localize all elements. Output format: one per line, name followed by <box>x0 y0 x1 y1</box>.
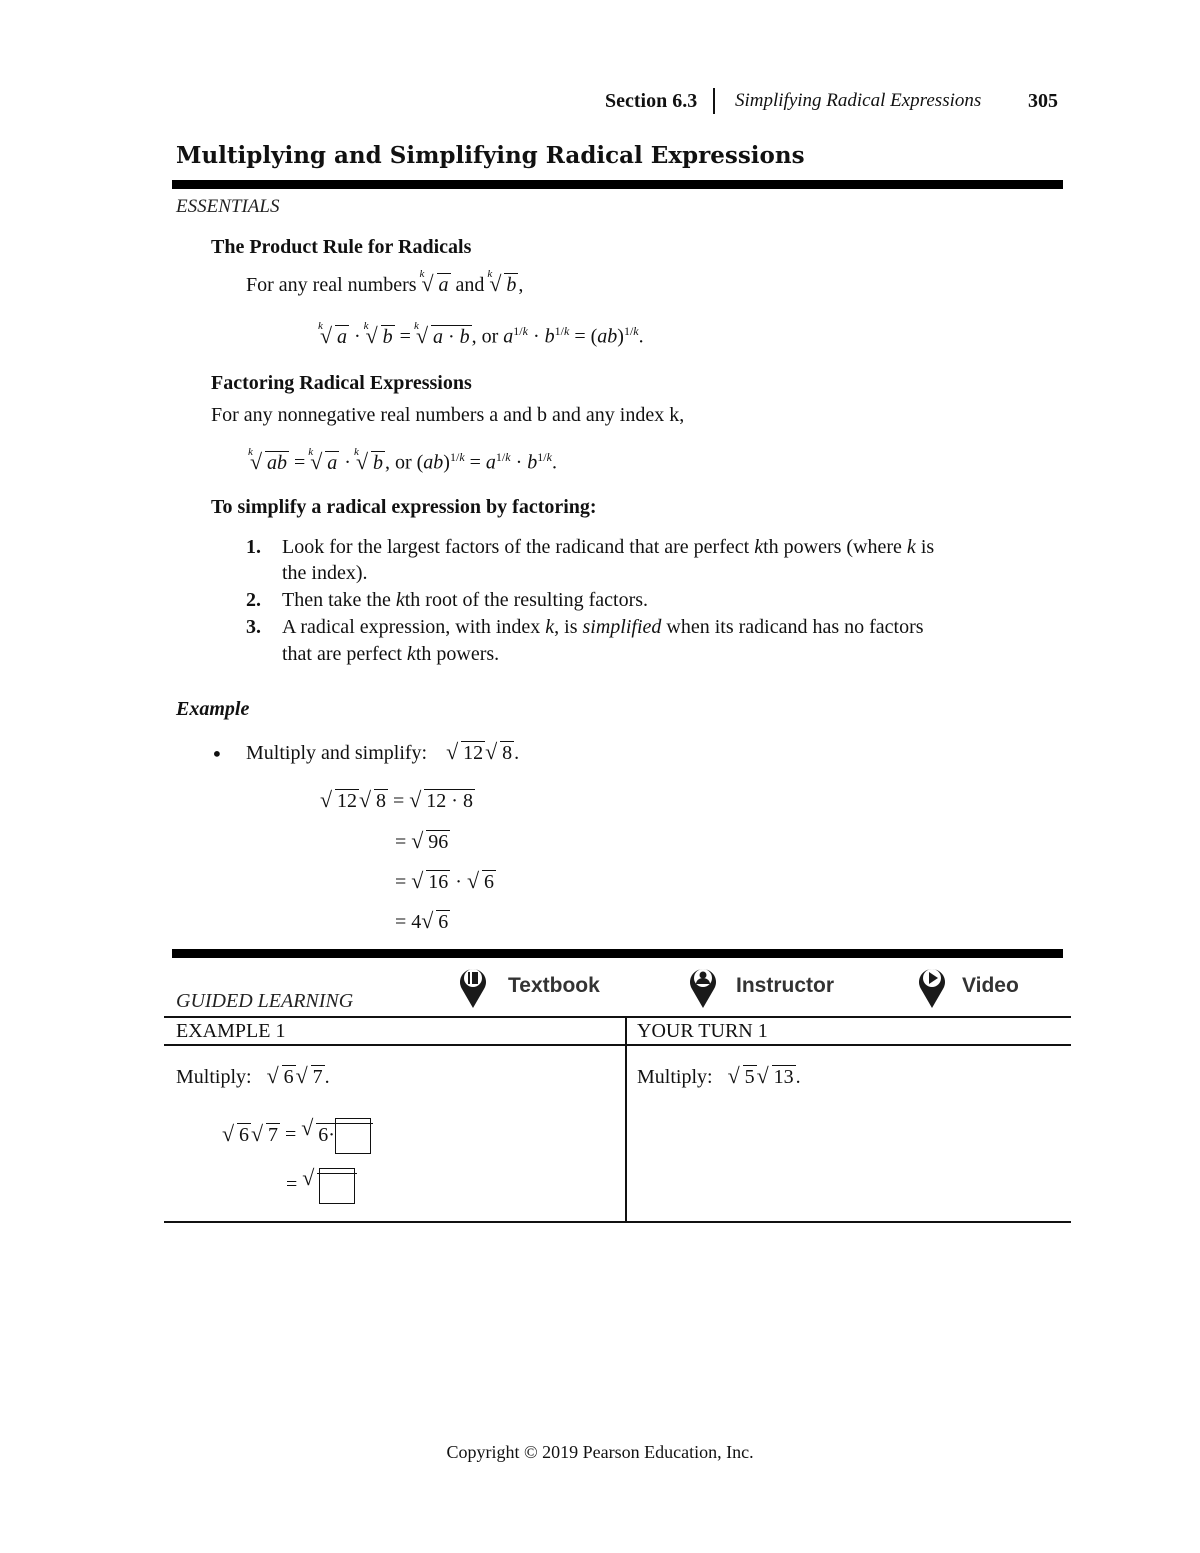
example-bullet: • <box>211 742 223 766</box>
table-column-divider <box>625 1016 627 1223</box>
step-2 <box>246 589 261 612</box>
or-word-2: , or <box>384 451 412 474</box>
section-number: Section 6.3 <box>605 90 698 112</box>
copyright-footer: Copyright © 2019 Pearson Education, Inc. <box>446 1442 754 1462</box>
step-1-text-line2: the index). <box>282 562 368 584</box>
section-rule <box>172 949 1063 958</box>
example-step-3: = √ 16 · √ 6 <box>395 871 496 894</box>
example-step-1: √ 12√ 8 = √ 12 · 8 <box>320 790 475 813</box>
guided-learning-label: GUIDED LEARNING <box>176 990 354 1012</box>
step-3-text: A radical expression, with index k, is simplified when its radicand has no factors <box>282 616 924 638</box>
example-label: Example <box>176 698 250 720</box>
your-turn-1-header: YOUR TURN 1 <box>637 1020 768 1042</box>
example-1-header: EXAMPLE 1 <box>176 1020 286 1042</box>
step-2-number: 2. <box>246 589 261 611</box>
example-step-2: = √ 96 <box>395 831 450 854</box>
product-rule-intro <box>246 268 524 297</box>
example-1-step-2: = √ <box>286 1168 357 1204</box>
page-header <box>600 88 1060 118</box>
your-turn-1-prompt: Multiply: √ 5√ 13 . <box>637 1066 801 1089</box>
your-turn-1-prompt-text: Multiply: <box>637 1066 713 1088</box>
example-1-prompt-text: Multiply: <box>176 1066 252 1088</box>
step-1-number: 1. <box>246 536 261 558</box>
simplify-heading: To simplify a radical expression by factoring: <box>211 496 597 518</box>
example-1-blank-2[interactable] <box>319 1168 355 1204</box>
example-prompt: Multiply and simplify: √ 12√ 8 . <box>246 742 519 765</box>
section-title: Simplifying Radical Expressions <box>735 90 982 111</box>
video-pin-icon[interactable] <box>917 963 947 1013</box>
step-1-text: Look for the largest factors of the radicand that are perfect kth powers (where k is <box>282 536 935 558</box>
textbook-pin-icon[interactable] <box>458 963 488 1013</box>
table-top-rule <box>164 1016 1071 1018</box>
intro-suffix: , <box>518 274 524 296</box>
page-number: 305 <box>1028 90 1058 112</box>
factoring-formula: √ k ab = √ k a · √ k b , or $(ab)^{1/k} = a^{1/k} \cdot b^{1/k}$. <box>250 450 557 475</box>
step-3-number: 3. <box>246 616 261 638</box>
or-word: , or <box>471 325 499 348</box>
page-title: Multiplying and Simplifying Radical Expressions <box>176 142 805 169</box>
instructor-label[interactable]: Instructor <box>736 974 835 997</box>
essentials-label: ESSENTIALS <box>176 196 280 217</box>
title-rule <box>172 180 1063 189</box>
example-1-step-1: √ 6√ 7 = √ 6· <box>222 1118 373 1154</box>
factoring-heading: Factoring Radical Expressions <box>211 372 472 394</box>
step-1 <box>246 536 261 559</box>
instructor-pin-icon[interactable] <box>688 963 718 1013</box>
kth-root-a: √ k a <box>424 274 451 297</box>
product-rule-formula: √ k a · √ k b = √ k a · b , or $a^{1/k} \cdot b^{1/k} = (ab)^{1/k}$. <box>320 324 644 349</box>
intro-and: and <box>455 274 485 296</box>
example-1-blank-1[interactable] <box>335 1118 371 1154</box>
example-step-4: = 4√ 6 <box>395 911 450 934</box>
step-3 <box>246 616 261 639</box>
kth-root-b: √ k b <box>491 274 518 297</box>
intro-prefix: For any real numbers <box>246 274 417 296</box>
product-rule-heading: The Product Rule for Radicals <box>211 236 472 258</box>
table-header-rule <box>164 1044 1071 1046</box>
step-3-text-line2: that are perfect kth powers. <box>282 643 500 665</box>
example-1-prompt: Multiply: √ 6√ 7 . <box>176 1066 330 1089</box>
factoring-intro: For any nonnegative real numbers a and b and any index k, <box>211 404 685 426</box>
video-label[interactable]: Video <box>962 974 1019 997</box>
step-2-text: Then take the kth root of the resulting factors. <box>282 589 649 611</box>
example-prompt-text: Multiply and simplify: <box>246 742 428 764</box>
textbook-label[interactable]: Textbook <box>508 974 600 997</box>
header-divider <box>713 88 715 114</box>
table-bottom-rule <box>164 1221 1071 1223</box>
